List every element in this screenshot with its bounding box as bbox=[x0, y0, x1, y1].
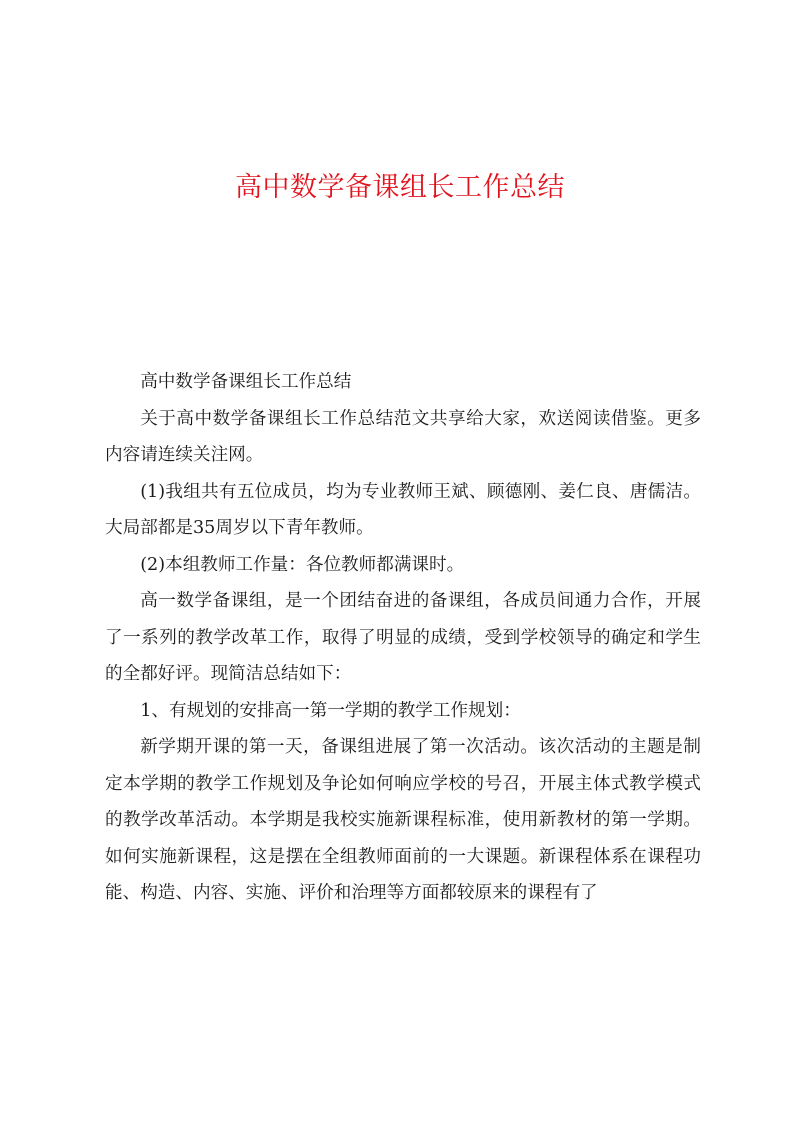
paragraph: 1、有规划的安排高一第一学期的教学工作规划： bbox=[140, 700, 521, 721]
paragraph: 关于高中数学备课组长工作总结范文共享给大家，欢送阅读借鉴。更多内容请连续关注网。 bbox=[105, 408, 701, 465]
paragraph: 高中数学备课组长工作总结 bbox=[140, 372, 352, 392]
document-title: 高中数学备课组长工作总结 bbox=[235, 172, 565, 203]
document-body bbox=[105, 364, 701, 912]
paragraph: 新学期开课的第一天，备课组进展了第一次活动。该次活动的主题是制定本学期的教学工作规划及争论如何响应学校的号召，开展主体式教学模式的教学改革活动。本学期是我校实施新课程标准，使用新教材的第一学期。如何实施新课程，这是摆在全组教师面前的一大课题。新课程体系在课程功能、构造、内容、实施、评价和治理等方面都较原来的课程有了 bbox=[105, 737, 701, 903]
paragraph: (1)我组共有五位成员，均为专业教师王斌、顾德刚、姜仁良、唐儒洁。大局部都是35周岁以下青年教师。 bbox=[105, 481, 701, 538]
paragraph: (2)本组教师工作量：各位教师都满课时。 bbox=[140, 554, 465, 575]
paragraph: 高一数学备课组，是一个团结奋进的备课组，各成员间通力合作，开展了一系列的教学改革工作，取得了明显的成绩，受到学校领导的确定和学生的全都好评。现简洁总结如下： bbox=[105, 591, 701, 684]
